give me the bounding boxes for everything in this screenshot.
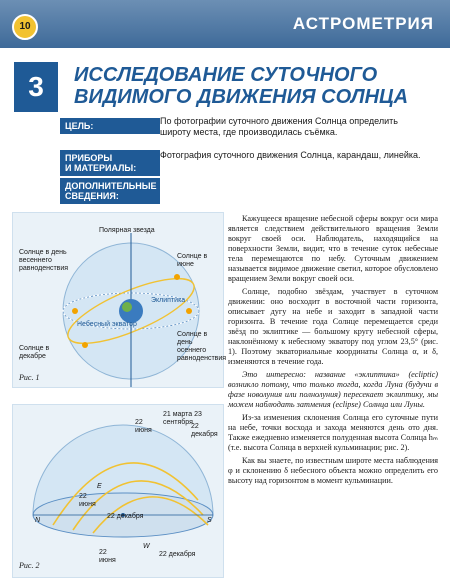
paragraph-interesting: Это интересно: название «эклиптика» (ecliptic) возникло потому, что только тогда, когда Луна (будучи в фазе новолуния или полнолуния) пересекает эклиптику, мы можем наблюдать затмения (eclipse) Солнца или Луны. <box>228 370 438 409</box>
extra-label <box>60 178 160 204</box>
tools-label-line-1: ПРИБОРЫ <box>65 153 113 163</box>
fig1-caption: Рис. 1 <box>19 373 40 382</box>
lesson-title-line-1: ИССЛЕДОВАНИЕ СУТОЧНОГО <box>74 64 378 86</box>
fig1-sun-december: Солнце в декабре <box>19 345 50 360</box>
fig2-caption: Рис. 2 <box>19 561 40 570</box>
fig1-sun-equinox: Солнце в день весеннего равноденствия <box>19 249 69 272</box>
fig2-march-sept: 21 марта 23 сентября <box>163 411 202 426</box>
fig2-dec-mid: 22 декабря <box>107 513 144 520</box>
page-header <box>0 0 450 48</box>
lesson-title <box>74 64 408 108</box>
figure-2 <box>12 404 224 578</box>
goal-label: ЦЕЛЬ: <box>60 118 160 134</box>
goal-text: По фотографии суточного движения Солнца определить широту места, где производилась съёмка. <box>160 116 398 137</box>
page-number: 10 <box>12 14 38 40</box>
fig2-north-label: N <box>35 517 41 524</box>
fig2-east-label: E <box>97 483 102 490</box>
paragraph-5: Как вы знаете, по известным широте места наблюдения φ и склонению δ небесного объекта можно определить его высоту над горизонтом в момент кульминации. <box>228 456 438 485</box>
figure-1 <box>12 212 227 388</box>
fig1-ecliptic: Эклиптика <box>151 297 186 304</box>
fig1-equator: Небесный экватор <box>77 321 137 328</box>
fig2-dec-top-right: 22 декабря <box>191 423 218 438</box>
lesson-title-block <box>14 62 434 112</box>
tools-label <box>60 150 160 176</box>
fig2-june-top-left: 22 июня <box>135 419 152 434</box>
fig1-sun-june: Солнце в июне <box>177 253 208 268</box>
extra-label-line-2: СВЕДЕНИЯ: <box>65 191 119 201</box>
fig1-sun-autumn: Солнце в день осеннего равноденствия <box>177 331 227 362</box>
section-title: АСТРОМЕТРИЯ <box>292 14 434 33</box>
fig2-west-label: W <box>143 543 150 550</box>
fig2-june-mid: 22 июня <box>79 493 96 508</box>
lesson-number: 3 <box>14 62 58 112</box>
paragraph-4: Из-за изменения склонения Солнца его суточные пути на небе, точки восхода и захода меняются день ото дня. Также ежедневно изменяется полуденная высота Солнца hₘ (т.е. высота Солнца в верхней кульминации; рис. 2). <box>228 413 438 452</box>
tools-label-line-2: И МАТЕРИАЛЫ: <box>65 163 137 173</box>
tools-text: Фотография суточного движения Солнца, карандаш, линейка. <box>160 150 421 160</box>
lesson-title-line-2: ВИДИМОГО ДВИЖЕНИЯ СОЛНЦА <box>74 86 409 108</box>
fig1-polar-star: Полярная звезда <box>99 227 155 234</box>
fig2-south-label: S <box>207 517 212 524</box>
body-text <box>228 214 438 489</box>
fig2-june-bottom: 22 июня <box>99 549 116 564</box>
paragraph-2: Солнце, подобно звёздам, участвует в суточном движении: оно восходит в восточной части горизонта, описывает дугу на небе и заходит в западной части горизонта. В течение года Солнце перемещается среди звёзд по эклиптике — большому кругу небесной сферы, наклонённому к небесному экватору под углом 23,5° (рис. 1). Поэтому экваториальные координаты Солнца α, и δ, изменяются в течение года. <box>228 287 438 366</box>
paragraph-1: Кажущееся вращение небесной сферы вокруг оси мира является следствием действительного вращения Земли вокруг своей оси. Наблюдатель, находящийся на поверхности Земли, видит, что в течение суток небесные тела перемещаются по небу. Суточным движением называется видимое движение светил, которое обусловлено вращением Земли вокруг своей оси. <box>228 214 438 283</box>
fig2-dec-bottom: 22 декабря <box>159 551 196 558</box>
extra-label-line-1: ДОПОЛНИТЕЛЬНЫЕ <box>65 181 157 191</box>
